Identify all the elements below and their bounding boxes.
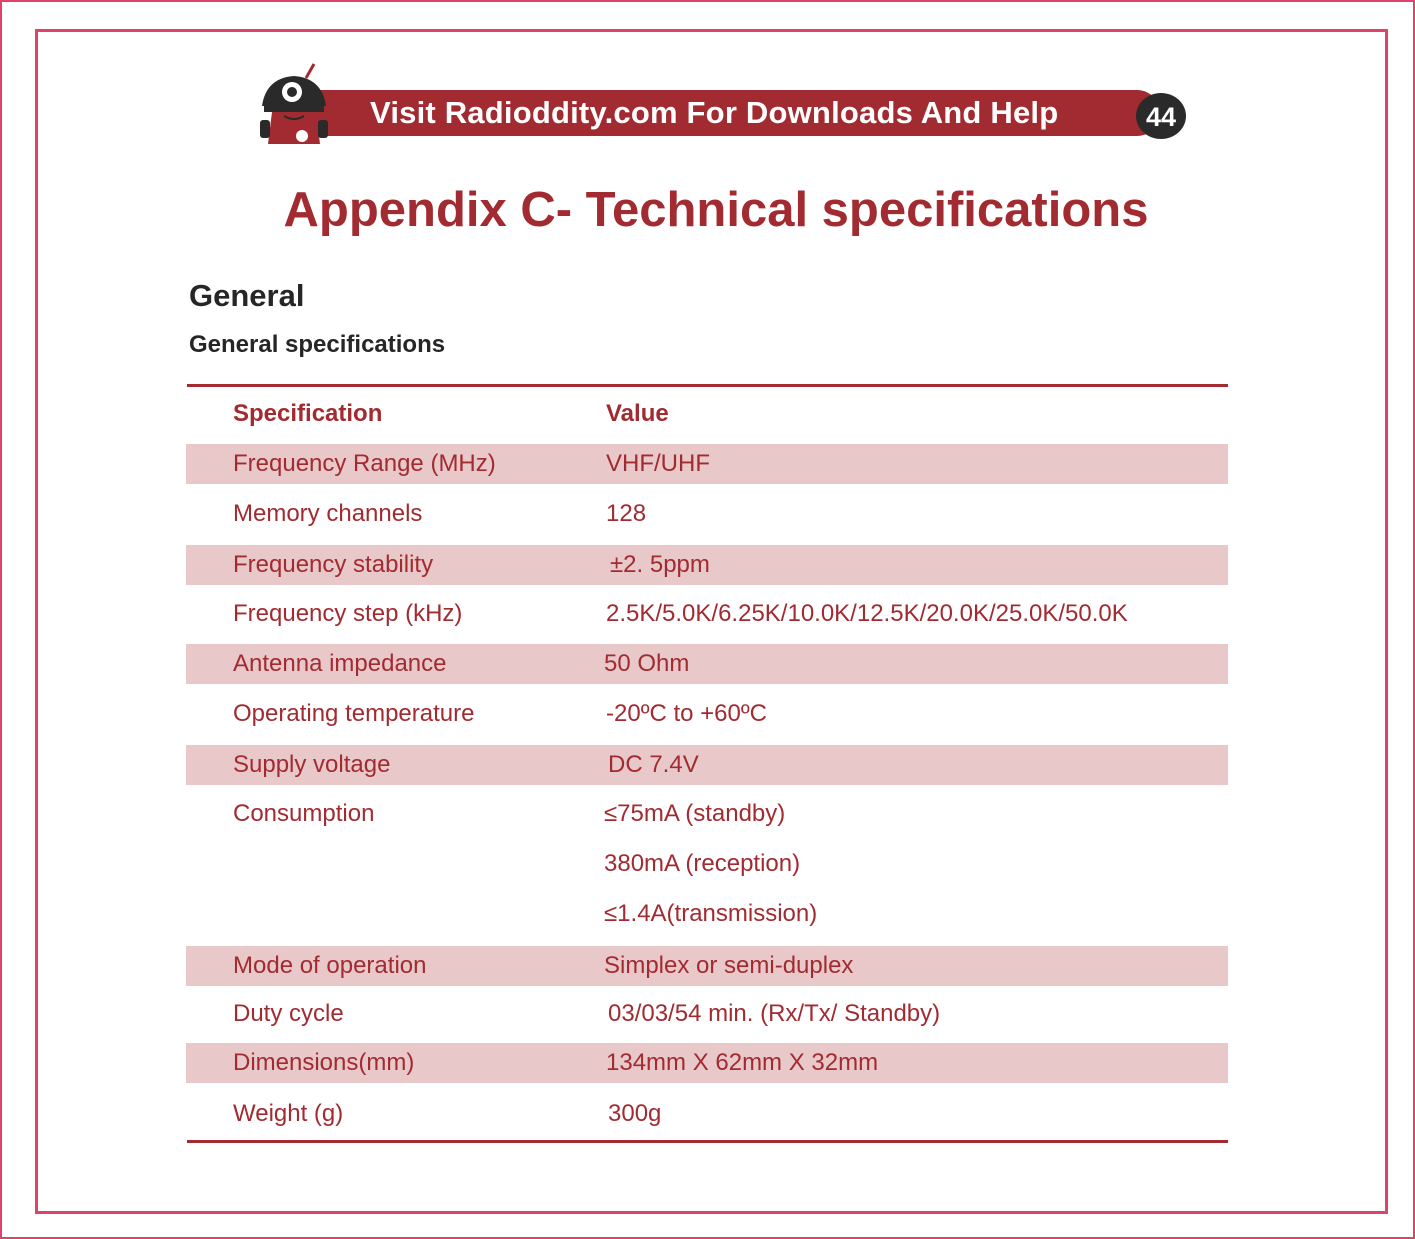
table-row bbox=[186, 994, 1228, 1034]
value-cell: 03/03/54 min. (Rx/Tx/ Standby) bbox=[608, 1000, 941, 1027]
table-row bbox=[186, 894, 1228, 934]
value-cell: ≤75mA (standby) bbox=[604, 800, 786, 827]
value-cell: VHF/UHF bbox=[606, 450, 710, 477]
section-heading: General bbox=[189, 278, 305, 313]
spec-cell: Frequency Range (MHz) bbox=[233, 450, 496, 477]
value-cell: 134mm X 62mm X 32mm bbox=[606, 1049, 879, 1076]
table-row bbox=[186, 644, 1228, 684]
table-top-rule bbox=[187, 384, 1228, 387]
column-header-spec: Specification bbox=[233, 400, 383, 427]
value-cell: 300g bbox=[608, 1100, 662, 1127]
spec-cell: Antenna impedance bbox=[233, 650, 447, 677]
section-subheading: General specifications bbox=[189, 331, 446, 358]
spec-cell: Mode of operation bbox=[233, 952, 427, 979]
spec-cell: Frequency step (kHz) bbox=[233, 600, 463, 627]
page-title: Appendix C- Technical specifications bbox=[283, 183, 1149, 237]
table-row bbox=[186, 745, 1228, 785]
spec-cell: Supply voltage bbox=[233, 751, 391, 778]
table-row bbox=[186, 694, 1228, 734]
value-cell: ±2. 5ppm bbox=[610, 551, 710, 578]
spec-cell: Frequency stability bbox=[233, 551, 434, 578]
table-row bbox=[186, 844, 1228, 884]
value-cell: DC 7.4V bbox=[608, 751, 699, 778]
value-cell: Simplex or semi-duplex bbox=[604, 952, 854, 979]
value-cell: 50 Ohm bbox=[604, 650, 690, 677]
value-cell: 128 bbox=[606, 500, 647, 527]
table-row bbox=[186, 594, 1228, 634]
table-row bbox=[186, 794, 1228, 834]
table-row bbox=[186, 545, 1228, 585]
table-row bbox=[186, 494, 1228, 534]
table-row bbox=[186, 1043, 1228, 1083]
table-header-row bbox=[186, 394, 1228, 434]
spec-cell: Duty cycle bbox=[233, 1000, 344, 1027]
spec-cell: Dimensions(mm) bbox=[233, 1049, 415, 1076]
table-bottom-rule bbox=[187, 1140, 1228, 1143]
spec-cell: Consumption bbox=[233, 800, 375, 827]
table-row bbox=[186, 444, 1228, 484]
page-number-badge: 44 bbox=[1136, 93, 1186, 139]
banner-text: Visit Radioddity.com For Downloads And Help bbox=[370, 95, 1059, 130]
value-cell: 2.5K/5.0K/6.25K/10.0K/12.5K/20.0K/25.0K/50.0K bbox=[606, 600, 1128, 627]
spec-cell: Operating temperature bbox=[233, 700, 475, 727]
value-cell: ≤1.4A(transmission) bbox=[604, 900, 818, 927]
column-header-value: Value bbox=[606, 400, 669, 427]
spec-cell: Weight (g) bbox=[233, 1100, 344, 1127]
value-cell: 380mA (reception) bbox=[604, 850, 801, 877]
table-row bbox=[186, 1094, 1228, 1134]
table-row bbox=[186, 946, 1228, 986]
radioddity-mascot-logo-icon bbox=[258, 62, 330, 148]
value-cell: -20ºC to +60ºC bbox=[606, 700, 767, 727]
spec-cell: Memory channels bbox=[233, 500, 423, 527]
